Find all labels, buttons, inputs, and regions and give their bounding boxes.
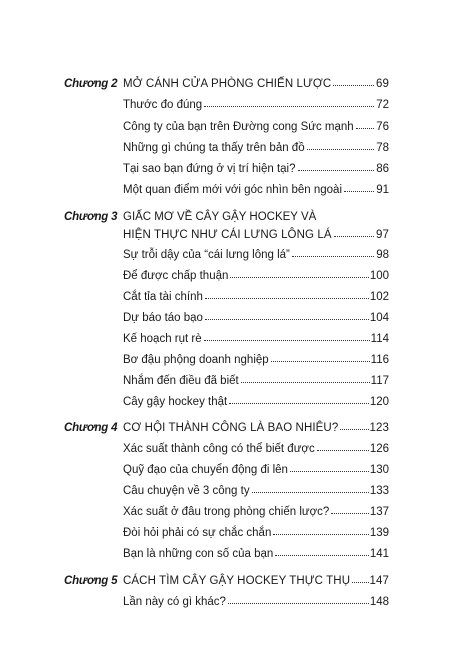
chapter-label: Chương 4 [64,422,118,434]
toc-entry[interactable] [123,463,389,477]
dot-leader [292,248,374,258]
toc-entry[interactable] [123,120,389,134]
entry-title: Bơ đậu phộng doanh nghiệp [123,354,269,366]
dot-leader [290,463,369,473]
page-number: 100 [369,270,389,282]
dot-leader [205,311,369,321]
toc-entry[interactable] [123,162,389,176]
dot-leader [344,183,374,193]
dot-leader [356,120,374,130]
toc-entry[interactable] [123,183,389,197]
dot-leader [275,547,369,557]
page-number: 114 [370,333,389,345]
page-number: 147 [369,575,389,587]
entry-title: Kế hoạch rụt rè [123,333,202,345]
entry-title: Dự báo táo bạo [123,312,203,324]
toc-entry[interactable] [123,248,389,262]
chapter-label: Chương 3 [64,211,118,223]
entry-title: Tại sao bạn đứng ở vị trí hiện tại? [123,163,296,175]
entry-title: Công ty của bạn trên Đường cong Sức mạnh [123,121,354,133]
page-number: 126 [369,443,389,455]
toc-entry[interactable] [123,526,389,540]
chapter-label: Chương 5 [64,575,118,587]
entry-title: Đòi hỏi phải có sự chắc chắn [123,527,272,539]
entry-title: Cắt tỉa tài chính [123,291,203,303]
page-number: 97 [376,229,389,241]
dot-leader [228,595,369,605]
page-number: 102 [369,291,389,303]
dot-leader [241,374,370,384]
toc-entry[interactable] [123,98,389,112]
entry-title: Quỹ đạo của chuyển động đi lên [123,464,288,476]
chapter-heading: CƠ HỘI THÀNH CÔNG LÀ BAO NHIÊU? [123,422,339,434]
toc-entry[interactable] [123,595,389,609]
page-number: 133 [369,485,389,497]
dot-leader [229,395,369,405]
chapter-heading-entry[interactable] [123,77,389,91]
entry-title: Để được chấp thuận [123,270,229,282]
toc-entry[interactable] [123,290,389,304]
page-number: 117 [370,375,389,387]
dot-leader [271,353,370,363]
toc-entry[interactable] [123,484,389,498]
chapter-heading: MỞ CÁNH CỬA PHÒNG CHIẾN LƯỢC [123,78,332,90]
dot-leader [331,505,369,515]
dot-leader [252,484,369,494]
chapter-heading: HIỆN THỰC NHƯ CÁI LƯNG LÔNG LÁ [123,229,332,241]
toc-entry[interactable] [123,374,389,388]
page-number: 120 [369,396,389,408]
toc-entry[interactable] [123,141,389,155]
dot-leader [307,141,374,151]
page-number: 123 [369,422,389,434]
dot-leader [317,442,369,452]
chapter-heading-entry[interactable] [123,228,389,242]
dot-leader [230,269,368,279]
page-number: 148 [369,596,389,608]
entry-title: Lần này có gì khác? [123,596,226,608]
entry-title: Nhắm đến điều đã biết [123,375,239,387]
toc-entry[interactable] [123,269,389,283]
page-number: 98 [376,249,389,261]
page-number: 72 [376,99,389,111]
dot-leader [273,526,368,536]
page-number: 130 [369,464,389,476]
dot-leader [352,574,368,584]
page-number: 141 [369,548,389,560]
entry-title: Cây gậy hockey thật [123,396,228,408]
page-number: 91 [376,184,389,196]
chapter-heading-line1: GIẤC MƠ VỀ CÂY GẬY HOCKEY VÀ [123,211,317,223]
entry-title: Một quan điểm mới với góc nhìn bên ngoài [123,184,343,196]
toc-entry[interactable] [123,505,389,519]
page-number: 76 [376,121,389,133]
dot-leader [204,332,370,342]
dot-leader [205,290,369,300]
dot-leader [334,228,374,238]
entry-title: Bạn là những con số của bạn [123,548,274,560]
page-number: 116 [370,354,389,366]
toc-entry[interactable] [123,442,389,456]
toc-entry[interactable] [123,547,389,561]
toc-entry[interactable] [123,395,389,409]
entry-title: Câu chuyện về 3 công ty [123,485,250,497]
dot-leader [333,77,374,87]
dot-leader [340,421,368,431]
toc-entry[interactable] [123,332,389,346]
toc-entry[interactable] [123,353,389,367]
chapter-label: Chương 2 [64,78,118,90]
page-number: 78 [376,142,389,154]
chapter-heading-entry[interactable] [123,421,389,435]
page-number: 69 [376,78,389,90]
entry-title: Xác suất thành công có thể biết được [123,443,315,455]
chapter-heading-entry[interactable] [123,574,389,588]
toc-entry[interactable] [123,311,389,325]
entry-title: Những gì chúng ta thấy trên bản đồ [123,142,305,154]
entry-title: Sự trỗi dậy của “cái lưng lông lá” [123,249,290,261]
page-number: 104 [369,312,389,324]
dot-leader [298,162,375,172]
dot-leader [204,98,374,108]
chapter-heading: CÁCH TÌM CÂY GẬY HOCKEY THỰC THỤ [123,575,351,587]
page-number: 86 [376,163,389,175]
page-number: 137 [369,506,389,518]
entry-title: Thước đo đúng [123,99,203,111]
page-number: 139 [369,527,389,539]
entry-title: Xác suất ở đâu trong phòng chiến lược? [123,506,330,518]
